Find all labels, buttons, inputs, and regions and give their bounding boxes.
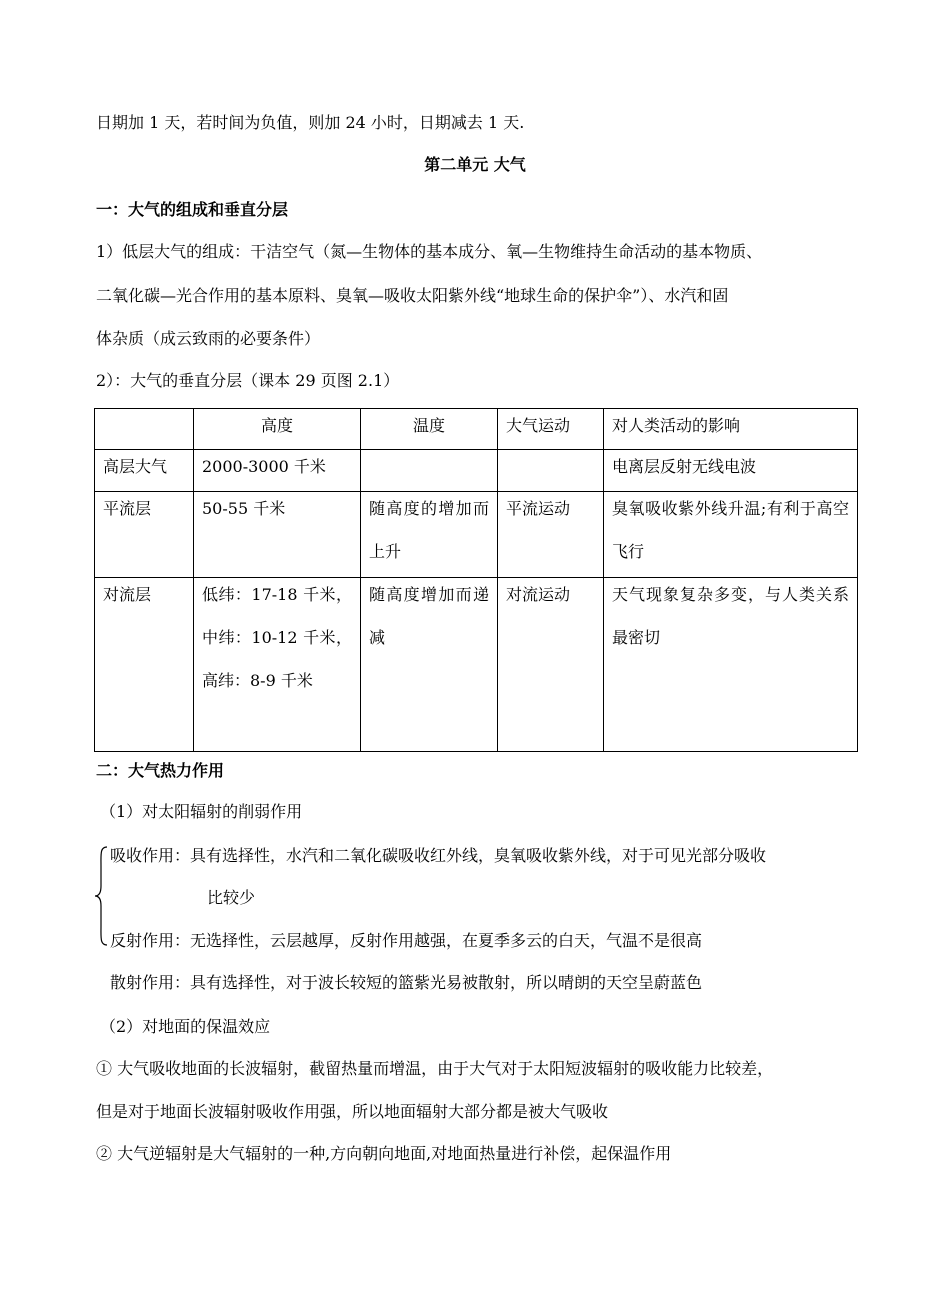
absorb-line2: 比较少 <box>207 888 256 907</box>
table-cell: 高层大气 <box>95 450 194 492</box>
section1-paragraph1-line1: 1）低层大气的组成：干洁空气（氮—生物体的基本成分、氧—生物维持生命活动的基本物质、 <box>96 242 763 261</box>
table-cell: 平流层 <box>95 492 194 578</box>
table-header-cell: 大气运动 <box>498 409 604 450</box>
table-header-cell <box>95 409 194 450</box>
section1-paragraph2: 2）：大气的垂直分层（课本 29 页图 2.1） <box>96 371 400 390</box>
section2-sub2: （2）对地面的保温效应 <box>100 1017 271 1036</box>
table-header-cell: 对人类活动的影响 <box>604 409 858 450</box>
item1-line2: 但是对于地面长波辐射吸收作用强，所以地面辐射大部分都是被大气吸收 <box>96 1102 609 1121</box>
table-row <box>95 492 858 578</box>
section2-heading: 二：大气热力作用 <box>96 761 225 780</box>
item2-line: ② 大气逆辐射是大气辐射的一种,方向朝向地面,对地面热量进行补偿，起保温作用 <box>96 1144 672 1163</box>
table-cell: 臭氧吸收紫外线升温;有利于高空飞行 <box>604 492 858 578</box>
table-cell: 天气现象复杂多变，与人类关系最密切 <box>604 578 858 752</box>
reflect-line: 反射作用：无选择性，云层越厚，反射作用越强，在夏季多云的白天，气温不是很高 <box>110 931 703 950</box>
section1-paragraph1-line2: 二氧化碳—光合作用的基本原料、臭氧—吸收太阳紫外线“地球生命的保护伞”）、水汽和固 <box>96 286 729 305</box>
unit-title: 第二单元 大气 <box>424 155 526 174</box>
scatter-line: 散射作用：具有选择性，对于波长较短的篮紫光易被散射，所以晴朗的天空呈蔚蓝色 <box>110 973 703 992</box>
table-cell: 2000-3000 千米 <box>194 450 361 492</box>
table-cell <box>361 450 498 492</box>
curly-brace-icon <box>94 846 108 946</box>
section1-heading: 一：大气的组成和垂直分层 <box>96 200 289 219</box>
table-cell: 电离层反射无线电波 <box>604 450 858 492</box>
table-header-row <box>95 409 858 450</box>
atmosphere-layers-table <box>94 408 858 752</box>
table-cell: 低纬：17-18 千米，中纬：10-12 千米，高纬：8-9 千米 <box>194 578 361 752</box>
table-row <box>95 578 858 752</box>
table-row <box>95 450 858 492</box>
table-header-cell: 温度 <box>361 409 498 450</box>
table-cell: 对流运动 <box>498 578 604 752</box>
table-cell: 随高度增加而递减 <box>361 578 498 752</box>
table-cell: 50-55 千米 <box>194 492 361 578</box>
section1-paragraph1-line3: 体杂质（成云致雨的必要条件） <box>96 329 321 348</box>
intro-line: 日期加 1 天，若时间为负值，则加 24 小时，日期减去 1 天. <box>96 113 525 132</box>
table-header-cell: 高度 <box>194 409 361 450</box>
section2-sub1: （1）对太阳辐射的削弱作用 <box>100 802 303 821</box>
table-cell: 随高度的增加而上升 <box>361 492 498 578</box>
absorb-line1: 吸收作用：具有选择性，水汽和二氧化碳吸收红外线，臭氧吸收紫外线，对于可见光部分吸收 <box>110 846 767 865</box>
table-cell: 平流运动 <box>498 492 604 578</box>
table-cell: 对流层 <box>95 578 194 752</box>
item1-line1: ① 大气吸收地面的长波辐射，截留热量而增温，由于大气对于太阳短波辐射的吸收能力比较差， <box>96 1059 774 1078</box>
table-cell <box>498 450 604 492</box>
